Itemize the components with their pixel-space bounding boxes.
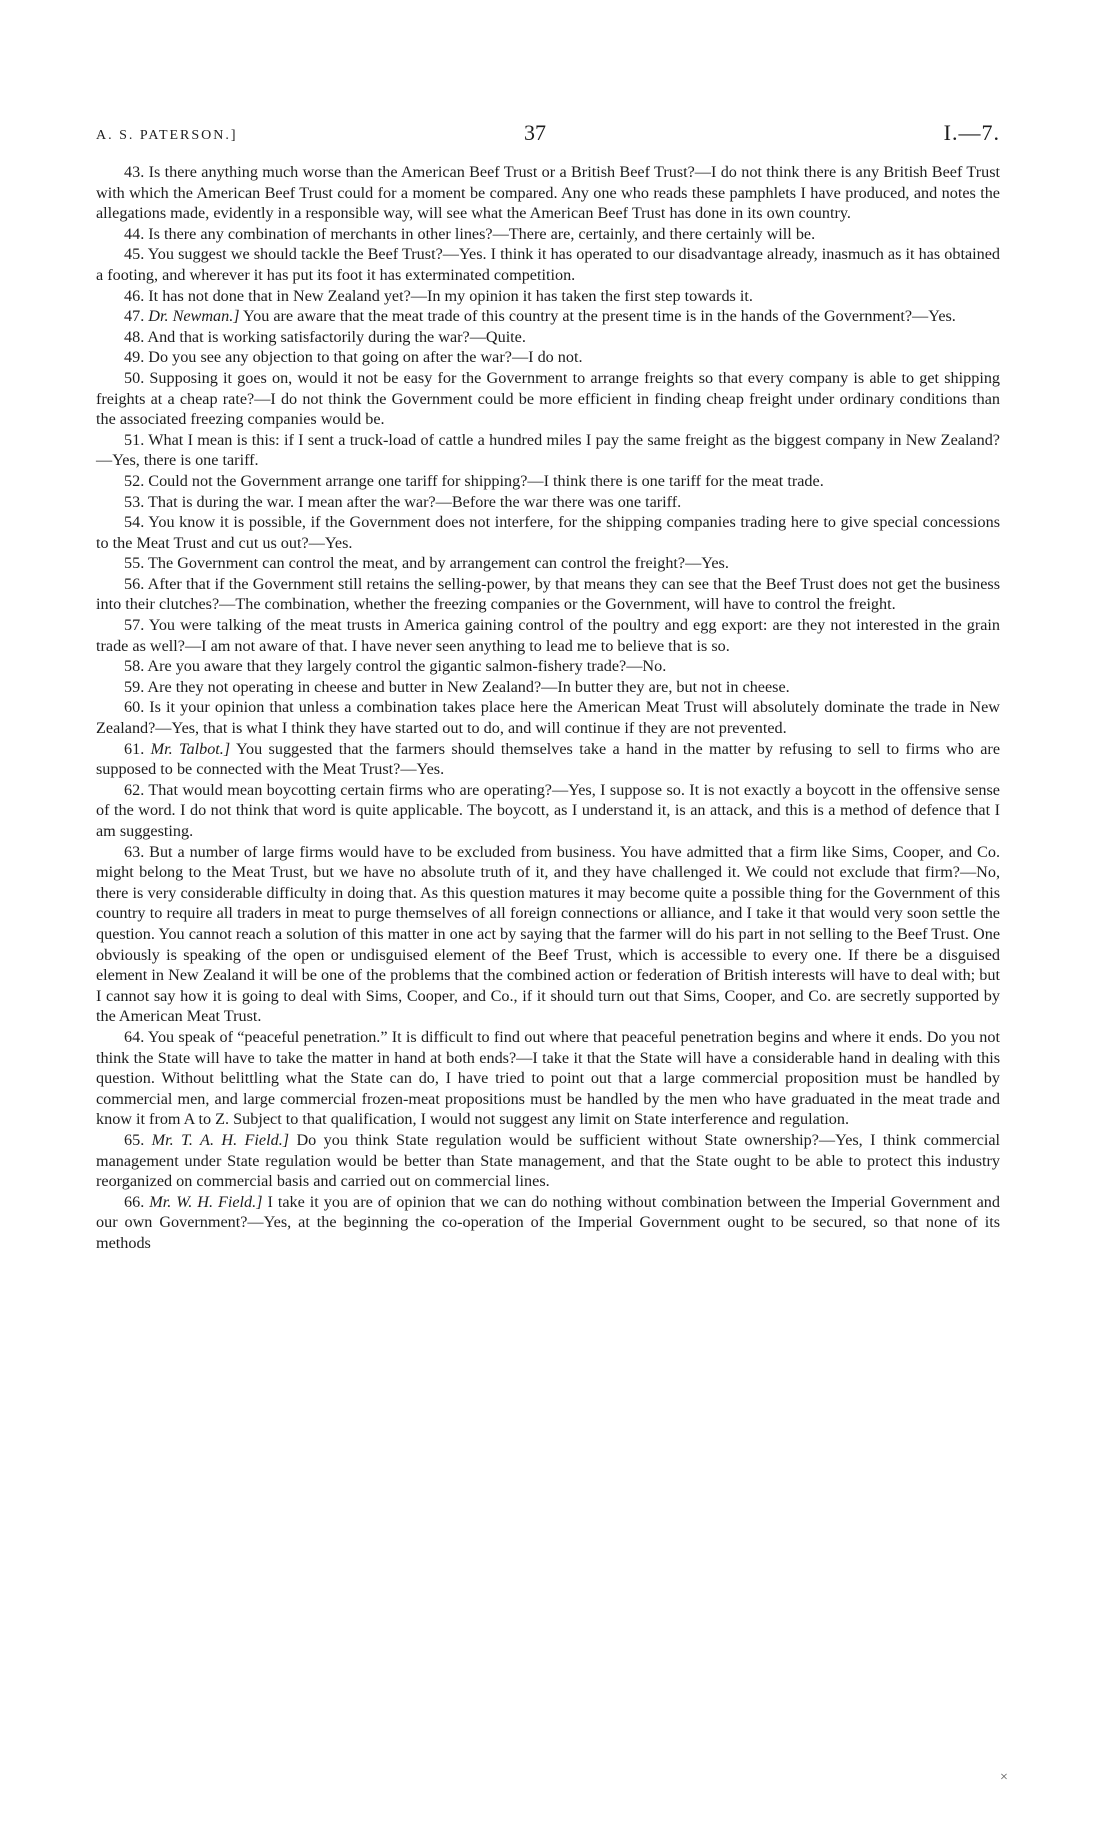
question-number: 65. <box>124 1130 145 1149</box>
question-text: Do you think State regulation would be sufficient without State ownership?—Yes, I think commercial management under State regulation would be better than State management, and that the State ought to be able to protect this industry reorganized on commercial basis and carried out on commercial lines. <box>96 1130 1001 1191</box>
question-paragraph <box>96 306 1000 327</box>
question-text: Is there any combination of merchants in other lines?—There are, certainly, and there certainly will be. <box>148 224 816 243</box>
question-paragraph <box>96 162 1000 224</box>
question-text: After that if the Government still retains the selling-power, by that means they can see that the Beef Trust does not get the business into their clutches?—The combination, whether the freezing companies or the Government, will have to control the freight. <box>96 574 1001 614</box>
page-header <box>96 120 1000 154</box>
question-number: 60. <box>124 698 145 717</box>
witness-name: A. S. PATERSON.] <box>96 128 238 143</box>
corner-mark: × <box>1000 1770 1008 1785</box>
question-paragraph <box>96 1027 1000 1130</box>
question-number: 66. <box>124 1192 145 1211</box>
question-number: 48. <box>124 327 145 346</box>
question-paragraph <box>96 697 1000 738</box>
question-text: Are you aware that they largely control the gigantic salmon-fishery trade?—No. <box>147 657 667 676</box>
page-number: 37 <box>524 120 546 145</box>
question-paragraph <box>96 492 1000 513</box>
question-text: I take it you are of opinion that we can do nothing without combination between the Imperial Government and our own Government?—Yes, at the beginning the co-operation of the Imperial Government ought to be secured, so that none of its methods <box>96 1192 1000 1252</box>
question-paragraph <box>96 1192 1000 1254</box>
question-text: What I mean is this: if I sent a truck-load of cattle a hundred miles I pay the same freight as the biggest company in New Zealand?—Yes, there is one tariff. <box>96 430 1000 470</box>
paper-reference: I.—7. <box>943 120 1000 145</box>
question-number: 64. <box>124 1027 145 1046</box>
question-text: You suggest we should tackle the Beef Trust?—Yes. I think it has operated to our disadvantage already, inasmuch as it has obtained a footing, and wherever it has put its foot it has exterminated competition. <box>96 245 1000 284</box>
question-number: 52. <box>124 471 145 490</box>
speaker-name: Mr. W. H. Field.] <box>149 1192 263 1211</box>
question-text: That is during the war. I mean after the war?—Before the war there was one tariff. <box>148 492 682 511</box>
question-number: 55. <box>124 554 145 573</box>
speaker-name: Mr. T. A. H. Field.] <box>151 1130 290 1149</box>
question-text: Do you see any objection to that going on after the war?—I do not. <box>148 348 583 367</box>
question-paragraph <box>96 615 1000 656</box>
question-paragraph <box>96 327 1000 348</box>
question-number: 51. <box>124 430 145 449</box>
question-paragraph <box>96 553 1000 574</box>
question-paragraph <box>96 224 1000 245</box>
question-text: And that is working satisfactorily during the war?—Quite. <box>147 327 526 346</box>
question-paragraph <box>96 739 1000 780</box>
question-paragraph <box>96 780 1000 842</box>
question-text: You speak of “peaceful penetration.” It is difficult to find out where that peaceful penetration begins and where it ends. Do you not think the State will have to take the matter in hand at both ends?—I take it that the State will have a considerable hand in dealing with this question. Without belittling what the State can do, I have tried to point out that a large commercial proposition must be handled by commercial men, and large commercial frozen-meat propositions must be handled by the men who have graduated in the meat trade and know it from A to Z. Subject to that qualification, I would not suggest any limit on State interference and regulation. <box>96 1027 1000 1129</box>
question-paragraph <box>96 1130 1000 1192</box>
question-text: You know it is possible, if the Government does not interfere, for the shipping companies trading here to give special concessions to the Meat Trust and cut us out?—Yes. <box>96 513 1000 552</box>
question-text: That would mean boycotting certain firms who are operating?—Yes, I suppose so. It is not exactly a boycott in the offensive sense of the word. I do not think that word is quite applicable. The boycott, as I understand it, is an attack, and this is a method of defence that I am suggesting. <box>96 780 1000 840</box>
question-text: But a number of large firms would have to be excluded from business. You have admitted that a firm like Sims, Cooper, and Co. might belong to the Meat Trust, but we have no absolute truth of it, and they have challenged it. We could not exclude that firm?—No, there is very considerable difficulty in doing that. As this question matures it may become quite a possible thing for the Government of this country to require all traders in meat to purge themselves of all foreign connections or alliance, and I take it that would very soon settle the question. You cannot reach a solution of this matter in one act by saying that the farmer will do his part in not selling to the Beef Trust. One obviously is speaking of the open or undisguised element of the Beef Trust, which is accessible to every one. If there be a disguised element in New Zealand it will be one of the problems that the combined action or federation of British interests will have to deal with; but I cannot say how it is going to deal with Sims, Cooper, and Co., if it should turn out that Sims, Cooper, and Co. are secretly supported by the American Meat Trust. <box>96 842 1000 1026</box>
question-number: 63. <box>124 842 145 861</box>
question-paragraph <box>96 347 1000 368</box>
question-number: 58. <box>124 657 145 676</box>
question-paragraph <box>96 244 1000 285</box>
question-number: 53. <box>124 492 145 511</box>
question-number: 44. <box>124 224 145 243</box>
question-number: 43. <box>124 163 145 181</box>
question-paragraph <box>96 430 1000 471</box>
question-paragraph <box>96 842 1000 1027</box>
question-paragraph <box>96 656 1000 677</box>
question-paragraph <box>96 471 1000 492</box>
question-paragraph <box>96 574 1000 615</box>
question-paragraph <box>96 512 1000 553</box>
question-text: Are they not operating in cheese and butter in New Zealand?—In butter they are, but not in cheese. <box>147 677 790 696</box>
question-paragraph <box>96 677 1000 698</box>
document-page <box>96 120 1000 1253</box>
question-text: You suggested that the farmers should themselves take a hand in the matter by refusing to sell to firms who are supposed to be connected with the Meat Trust?—Yes. <box>96 739 1001 779</box>
question-text: You are aware that the meat trade of this country at the present time is in the hands of the Government?—Yes. <box>243 307 956 326</box>
question-text: Supposing it goes on, would it not be easy for the Government to arrange freights so that every company is able to get shipping freights at a cheap rate?—I do not think the Government could be more efficient in finding cheap freight under ordinary conditions than the associated freezing companies would be. <box>96 368 1001 429</box>
question-number: 54. <box>124 513 145 532</box>
speaker-name: Mr. Talbot.] <box>150 739 231 758</box>
question-number: 59. <box>124 677 145 696</box>
question-text: Is it your opinion that unless a combination takes place here the American Meat Trust will absolutely dominate the trade in New Zealand?—Yes, that is what I think they have started out to do, and will continue if they are not prevented. <box>96 698 1000 738</box>
question-number: 56. <box>124 574 145 593</box>
question-text: Could not the Government arrange one tariff for shipping?—I think there is one tariff for the meat trade. <box>148 471 824 490</box>
question-paragraph <box>96 368 1000 430</box>
question-text: You were talking of the meat trusts in America gaining control of the poultry and egg export: are they not interested in the grain trade as well?—I am not aware of that. I have never seen anything to lead me to believe that is so. <box>96 616 1000 655</box>
question-number: 46. <box>124 286 145 305</box>
question-text: Is there anything much worse than the American Beef Trust or a British Beef Trust?—I do not think there is any British Beef Trust with which the American Beef Trust could for a moment be compared. Any one who reads these pamphlets I have produced, and notes the allegations made, evidently in a responsible way, will see what the American Beef Trust has done in its own country. <box>96 163 1000 223</box>
question-paragraph <box>96 286 1000 307</box>
evidence-text <box>96 162 1000 1253</box>
question-number: 49. <box>124 348 145 367</box>
speaker-name: Dr. Newman.] <box>148 307 240 326</box>
question-number: 61. <box>124 739 145 758</box>
question-number: 45. <box>124 245 145 264</box>
question-number: 50. <box>124 368 145 387</box>
question-number: 47. <box>124 307 145 326</box>
question-text: The Government can control the meat, and by arrangement can control the freight?—Yes. <box>148 554 729 573</box>
question-number: 57. <box>124 616 145 635</box>
question-text: It has not done that in New Zealand yet?—In my opinion it has taken the first step towards it. <box>148 286 753 305</box>
question-number: 62. <box>124 780 145 799</box>
